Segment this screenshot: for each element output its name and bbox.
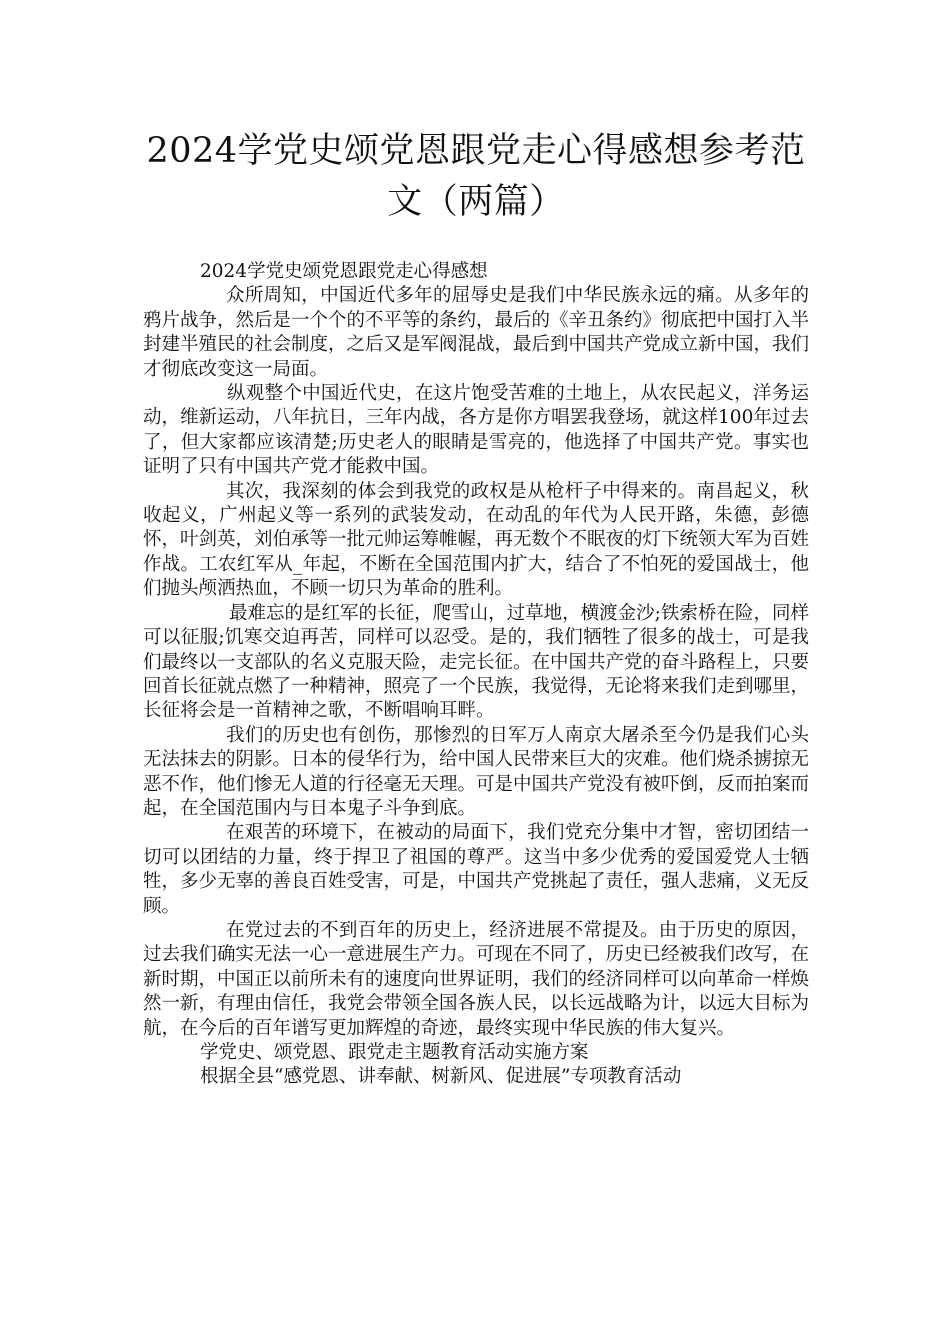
document-page [143,0,809,1090]
document-body [143,260,809,1090]
section-heading: 2024学党史颂党恩跟党走心得感想 [200,261,488,282]
paragraph: 根据全县“感党恩、讲奉献、树新风、促进展”专项教育活动 [200,1066,682,1088]
paragraph: 在艰苦的环境下，在被动的局面下，我们党充分集中才智，密切团结一切可以团结的力量，终于捍卫了祖国的尊严。这当中多少优秀的爱国爱党人士牺牲，多少无辜的善良百姓受害，可是，中国共产党挑起了责任，强人悲痛，义无反顾。 [143,822,810,917]
paragraph: 其次，我深刻的体会到我党的政权是从枪杆子中得来的。南昌起义，秋收起义，广州起义等一系列的武装发动，在动乱的年代为人民开路，朱德，彭德怀，叶剑英，刘伯承等一批元帅运筹帷幄，再无数个不眠夜的灯下统领大军为百姓作战。工农红军从_年起，不断在全国范围内扩大，结合了不怕死的爱国战士，他们抛头颅洒热血，不顾一切只为革命的胜利。 [143,480,810,600]
section-heading: 学党史、颂党恩、跟党走主题教育活动实施方案 [200,1042,589,1063]
paragraph: 最难忘的是红军的长征，爬雪山，过草地，横渡金沙;铁索桥在险，同样可以征服;饥寒交迫再苦，同样可以忍受。是的，我们牺牲了很多的战士，可是我们最终以一支部队的名义克服天险，走完长征。在中国共产党的奋斗路程上，只要回首长征就点燃了一种精神，照亮了一个民族，我觉得，无论将来我们走到哪里，长征将会是一首精神之歌，不断唱响耳畔。 [143,602,810,722]
paragraph: 在党过去的不到百年的历史上，经济进展不常提及。由于历史的原因，过去我们确实无法一心一意进展生产力。可现在不同了，历史已经被我们改写，在新时期，中国正以前所未有的速度向世界证明，我们的经济同样可以向革命一样焕然一新，有理由信任，我党会带领全国各族人民，以长远战略为计，以远大目标为航，在今后的百年谱写更加辉煌的奇迹，最终实现中华民族的伟大复兴。 [143,919,810,1039]
paragraph: 我们的历史也有创伤，那惨烈的日军万人南京大屠杀至今仍是我们心头无法抹去的阴影。日本的侵华行为，给中国人民带来巨大的灾难。他们烧杀掳掠无恶不作，他们惨无人道的行径毫无天理。可是中国共产党没有被吓倒，反而拍案而起，在全国范围内与日本鬼子斗争到底。 [143,724,810,819]
paragraph: 众所周知，中国近代多年的屈辱史是我们中华民族永远的痛。从多年的鸦片战争，然后是一个个的不平等的条约，最后的《辛丑条约》彻底把中国打入半封建半殖民的社会制度，之后又是军阀混战，最后到中国共产党成立新中国，我们才彻底改变这一局面。 [143,285,810,380]
paragraph: 纵观整个中国近代史，在这片饱受苦难的土地上，从农民起义，洋务运动，维新运动，八年抗日，三年内战，各方是你方唱罢我登场，就这样100年过去了，但大家都应该清楚;历史老人的眼睛是雪亮的，他选择了中国共产党。事实也证明了只有中国共产党才能救中国。 [143,383,809,478]
document-title: 2024学党史颂党恩跟党走心得感想参考范文（两篇） [146,131,806,222]
